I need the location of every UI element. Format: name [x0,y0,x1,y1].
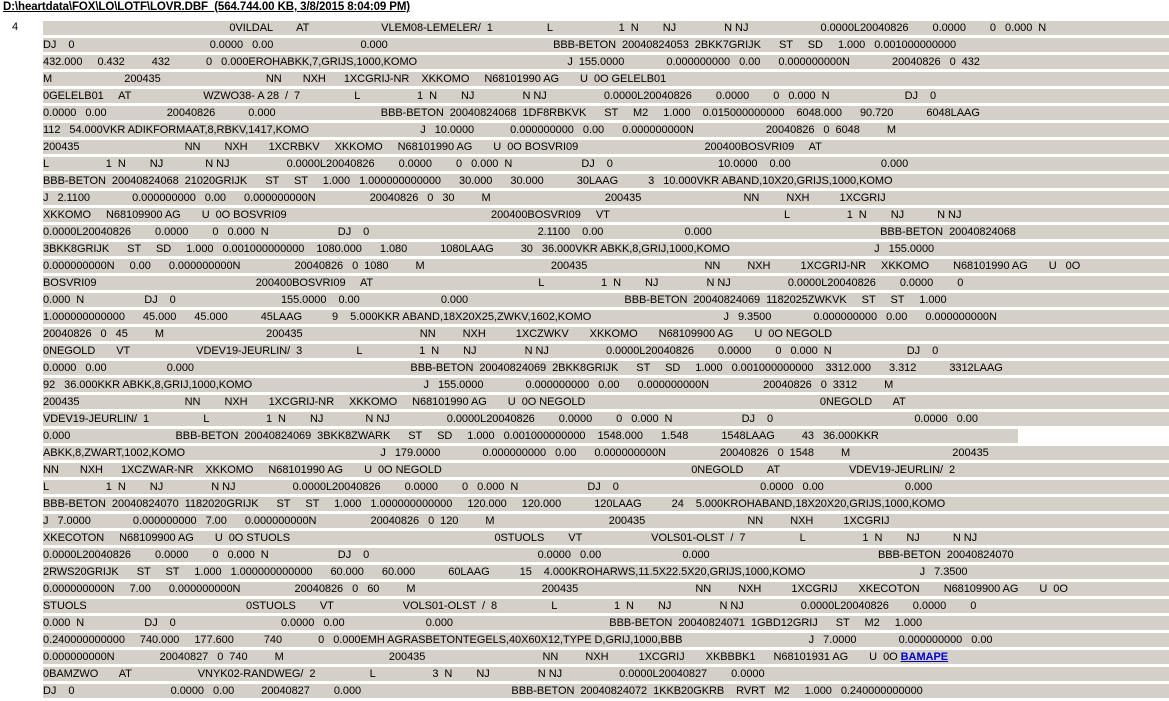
line-text: 0BAMZWO AT VNYK02-RANDWEG/ 2 L 3 N NJ N NJ 0.0000L20040827 0.0000 [43,668,765,680]
line-text: 3BKK8GRIJK ST SD 1.000 0.001000000000 1080.000 1.080 1080LAAG 30 36.000VKR ABKK,8,GRIJ,1000,KOMO J 155.0000 [43,243,935,255]
record-line [43,565,1169,582]
record-line [43,531,1169,548]
line-text: VDEV19-JEURLIN/ 1 L 1 N NJ N NJ 0.0000L20040826 0.0000 0 0.000 N DJ 0 0.0000 0.00 [43,413,978,425]
line-text: STUOLS 0STUOLS VT VOLS01-OLST / 8 L 1 N NJ N NJ 0.0000L20040826 0.0000 0 [43,600,977,612]
line-text: 20040826 0 45 M 200435 NN NXH 1XCZWKV XKKOMO N68109900 AG U 0O NEGOLD [43,328,832,340]
record-line [43,497,1169,514]
record-line [43,378,1169,395]
record-line [43,344,1169,361]
record-line [43,123,1169,140]
line-text: 0.0000 0.00 20040826 0.000 BBB-BETON 20040824068 1DF8RBKVK ST M2 1.000 0.015000000000 6048.000 90.720 6048LAAG [43,107,980,119]
record-line [43,242,1169,259]
file-path: D:\heartdata\FOX\LO\LOTF\LOVR.DBF [3,1,208,13]
record-line [43,259,1169,276]
line-text: NN NXH 1XCZWAR-NR XKKOMO N68101990 AG U 0O NEGOLD 0NEGOLD AT VDEV19-JEURLIN/ 2 [43,464,956,476]
record-line [43,21,1169,38]
record-line [43,667,1169,684]
file-header [3,1,410,13]
record-line [43,650,1169,667]
line-text: 200435 NN NXH 1XCGRIJ-NR XKKOMO N68101990 AG U 0O NEGOLD 0NEGOLD AT [43,396,906,408]
record-line [43,684,1169,701]
record-line [43,72,1169,89]
record-line [43,191,1169,208]
line-text: 0.0000L20040826 0.0000 0 0.000 N DJ 0 2.1100 0.00 0.000 BBB-BETON 20040824068 [43,226,1016,238]
line-text: 432.000 0.432 432 0 0.000EROHABKK,7,GRIJS,1000,KOMO J 155.0000 0.000000000 0.00 0.000000000N 20040826 0 432 [43,56,980,68]
line-text: BOSVRI09 200400BOSVRI09 AT L 1 N NJ N NJ 0.0000L20040826 0.0000 0 [43,277,964,289]
record-line [43,480,1169,497]
record-line [43,463,1169,480]
record-line [43,633,1169,650]
record-line [43,327,1169,344]
record-line [43,38,1169,55]
record-line [43,412,1169,429]
line-text: L 1 N NJ N NJ 0.0000L20040826 0.0000 0 0.000 N DJ 0 0.0000 0.00 0.000 [43,481,933,493]
record-line [43,276,1169,293]
line-text: J 7.0000 0.000000000 7.00 0.000000000N 20040826 0 120 M 200435 NN NXH 1XCGRIJ [43,515,890,527]
line-text: BBB-BETON 20040824068 21020GRIJK ST ST 1.000 1.000000000000 30.000 30.000 30LAAG 3 10.000VKR ABAND,10X20,GRIJS,1000,KOMO [43,175,893,187]
line-text: 112 54.000VKR ADIKFORMAAT,8,RBKV,1417,KOMO J 10.0000 0.000000000 0.00 0.000000000N 20040826 0 6048 M [43,124,896,136]
record-content [43,21,1169,701]
record-line [43,616,1169,633]
record-line [43,514,1169,531]
record-line [43,293,1169,310]
line-text: DJ 0 0.0000 0.00 0.000 BBB-BETON 20040824053 2BKK7GRIJK ST SD 1.000 0.001000000000 [43,39,957,51]
record-line [43,174,1169,191]
record-line [43,361,1169,378]
record-line [43,548,1169,565]
line-text: 0.000 N DJ 0 0.0000 0.00 0.000 BBB-BETON 20040824071 1GBD12GRIJ ST M2 1.000 [43,617,923,629]
line-text: ABKK,8,ZWART,1002,KOMO J 179.0000 0.000000000 0.00 0.000000000N 20040826 0 1548 M 200435 [43,447,989,459]
line-text: J 2.1100 0.000000000 0.00 0.000000000N 20040826 0 30 M 200435 NN NXH 1XCGRIJ [43,192,886,204]
line-text: 0.0000L20040826 0.0000 0 0.000 N DJ 0 0.0000 0.00 0.000 BBB-BETON 20040824070 [43,549,1014,561]
record-line [43,89,1169,106]
line-text: L 1 N NJ N NJ 0.0000L20040826 0.0000 0 0.000 N DJ 0 10.0000 0.00 0.000 [43,158,909,170]
record-line [43,140,1169,157]
record-line [43,582,1169,599]
line-text: 0VILDAL AT VLEM08-LEMELER/ 1 L 1 N NJ N NJ 0.0000L20040826 0.0000 0 0.000 N [43,22,1047,34]
record-line [43,55,1169,72]
record-link[interactable]: BAMAPE [900,651,949,663]
row-number: 4 [12,21,19,33]
line-text: 1.000000000000 45.000 45.000 45LAAG 9 5.000KKR ABAND,18X20X25,ZWKV,1602,KOMO J 9.3500 0.000000000 0.00 0.000000000N [43,311,997,323]
line-text: 0GELELB01 AT WZWO38- A 28 / 7 L 1 N NJ N NJ 0.0000L20040826 0.0000 0 0.000 N DJ 0 [43,90,937,102]
record-line [43,157,1169,174]
line-text: DJ 0 0.0000 0.00 20040827 0.000 BBB-BETON 20040824072 1KKB20GKRB RVRT M2 1.000 0.240000000000 [43,685,923,697]
line-text: 92 36.000KKR ABKK,8,GRIJ,1000,KOMO J 155.0000 0.000000000 0.00 0.000000000N 20040826 0 3312 M [43,379,894,391]
record-line [43,429,1169,446]
line-text: 0.0000 0.00 0.000 BBB-BETON 20040824069 2BKK8GRIJK ST SD 1.000 0.001000000000 3312.000 3.312 3312LAAG [43,362,1003,374]
line-text: 0.240000000000 740.000 177.600 740 0 0.000EMH AGRASBETONTEGELS,40X60X12,TYPE D,GRIJ,1000,BBB J 7.0000 0.000000000 0.00 [43,634,993,646]
line-text: XKECOTON N68109900 AG U 0O STUOLS 0STUOLS VT VOLS01-OLST / 7 L 1 N NJ N NJ [43,532,978,544]
line-text: 0.000000000N 0.00 0.000000000N 20040826 0 1080 M 200435 NN NXH 1XCGRIJ-NR XKKOMO N68101990 AG U 0O [43,260,1081,272]
record-line [43,208,1169,225]
line-text: 0.000000000N 20040827 0 740 M 200435 NN NXH 1XCGRIJ XKBBBK1 N68101931 AG U 0O BAMAPE [43,651,949,663]
record-line [43,395,1169,412]
line-text: BBB-BETON 20040824070 1182020GRIJK ST ST 1.000 1.000000000000 120.000 120.000 120LAAG 24 5.000KROHABAND,18X20X20,GRIJS,1000,KOMO [43,498,946,510]
line-text: 0.000000000N 7.00 0.000000000N 20040826 0 60 M 200435 NN NXH 1XCGRIJ XKECOTON N68109900 AG U 0O [43,583,1068,595]
line-text: 0.000 BBB-BETON 20040824069 3BKK8ZWARK ST SD 1.000 0.001000000000 1548.000 1.548 1548LAAG 43 36.000KKR [43,430,879,442]
record-line [43,225,1169,242]
record-line [43,106,1169,123]
line-text: 2RWS20GRIJK ST ST 1.000 1.000000000000 60.000 60.000 60LAAG 15 4.000KROHARWS,11.5X22.5X20,GRIJS,1000,KOMO J 7.3500 [43,566,968,578]
record-line [43,599,1169,616]
record-line [43,446,1169,463]
line-text: 0.000 N DJ 0 155.0000 0.00 0.000 BBB-BETON 20040824069 1182025ZWKVK ST ST 1.000 [43,294,947,306]
line-text: XKKOMO N68109900 AG U 0O BOSVRI09 200400BOSVRI09 VT L 1 N NJ N NJ [43,209,962,221]
record-line [43,310,1169,327]
file-info: (564.744.00 KB, 3/8/2015 8:04:09 PM) [214,1,411,13]
line-text: 200435 NN NXH 1XCRBKV XKKOMO N68101990 AG U 0O BOSVRI09 200400BOSVRI09 AT [43,141,822,153]
line-text: M 200435 NN NXH 1XCGRIJ-NR XKKOMO N68101990 AG U 0O GELELB01 [43,73,667,85]
line-text: 0NEGOLD VT VDEV19-JEURLIN/ 3 L 1 N NJ N NJ 0.0000L20040826 0.0000 0 0.000 N DJ 0 [43,345,939,357]
